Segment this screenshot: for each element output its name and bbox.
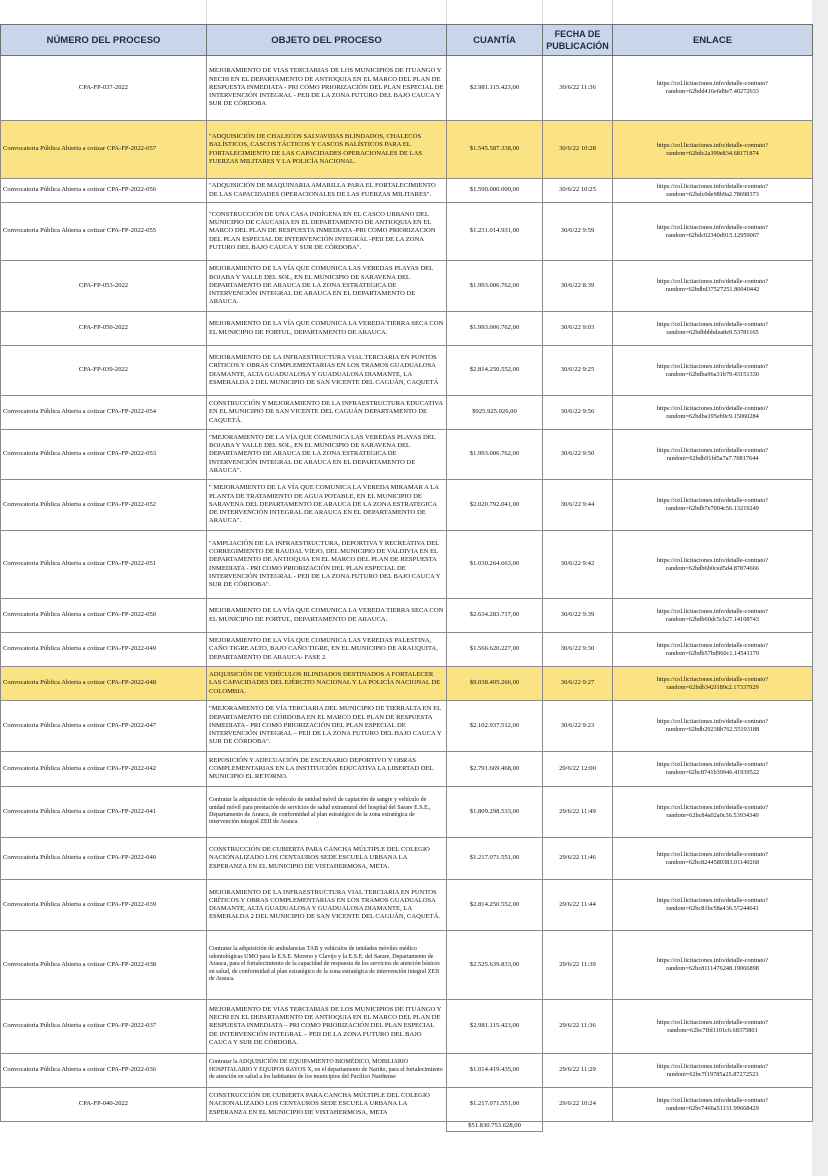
table-row xyxy=(1,787,813,838)
amount-cell: $2.814.250.552,00 xyxy=(447,346,543,396)
empty-cell xyxy=(1,1122,207,1132)
process-number-cell: Convocatoria Pública Abierta a cotizar CPA-FP-2022-051 xyxy=(1,531,207,599)
amount-cell: $2.791.669.468,00 xyxy=(447,752,543,787)
link-url-part1[interactable]: https://col.licitaciones.info/detalle-contrato? xyxy=(656,404,769,412)
link-url-part2[interactable]: random=62bc8244580383.01140268 xyxy=(665,858,760,866)
publication-date-cell: 30/6/22 9:50 xyxy=(543,430,613,480)
link-cell[interactable] xyxy=(613,346,813,396)
link-url-part1[interactable]: https://col.licitaciones.info/detalle-contrato? xyxy=(656,804,769,811)
link-cell[interactable] xyxy=(613,56,813,121)
link-cell[interactable] xyxy=(613,1088,813,1122)
process-number-cell: Convocatoria Pública Abierta a cotizar CPA-FP-2022-055 xyxy=(1,203,207,261)
amount-cell: $2.525.639.833,00 xyxy=(447,931,543,1000)
link-url-part2[interactable]: random=62bdb6b0ced5d4.87874666 xyxy=(666,564,759,572)
link-url-part1[interactable]: https://col.licitaciones.info/detalle-contrato? xyxy=(656,320,769,328)
process-number-cell: Convocatoria Pública Abierta a cotizar CPA-FP-2022-057 xyxy=(1,121,207,179)
table-row xyxy=(1,667,813,701)
link-cell[interactable] xyxy=(613,599,813,633)
process-number-cell: CPA-FP-040-2022 xyxy=(1,1088,207,1122)
table-row xyxy=(1,752,813,787)
amount-cell: $1.014.419.435,00 xyxy=(447,1054,543,1088)
link-cell[interactable] xyxy=(613,121,813,179)
process-number-cell: Convocatoria Pública Abierta a cotizar CPA-FP-2022-039 xyxy=(1,880,207,931)
link-url-part1[interactable]: https://col.licitaciones.info/detalle-contrato? xyxy=(656,897,769,904)
table-row xyxy=(1,599,813,633)
publication-date-cell: 30/6/22 9:42 xyxy=(543,531,613,599)
link-url-part2[interactable]: random=62bc81bc58a436.57244641 xyxy=(666,905,759,912)
process-number-cell: Convocatoria Pública Abierta a cotizar CPA-FP-2022-041 xyxy=(1,787,207,838)
process-object-cell: Contratar la ADQUISICIÓN DE EQUIPAMIENTO BIOMÉDICO, MOBILIARIO HOSPITALARIO Y EQUIPOS RAYOS X, en el departamento de Nariño, para el fortalecimiento de atención en salud a los habitantes de los municipios del Pacífico Nariñense xyxy=(207,1054,447,1088)
process-number-cell: Convocatoria Pública Abierta a cotizar CPA-FP-2022-049 xyxy=(1,633,207,667)
process-object-cell: MEJORAMIENTO DE LA VÍA QUE COMUNICA LA VEREDA TIERRA SECA CON EL MUNICIPIO DE FORTUL, DEPARTAMENTO DE ARAUCA. xyxy=(207,599,447,633)
amount-cell: $2.020.792.041,00 xyxy=(447,480,543,531)
link-url-part2[interactable]: random=62bdb60dc5cb27.14108743 xyxy=(666,615,759,623)
publication-date-cell: 29/6/22 11:29 xyxy=(543,1054,613,1088)
link-url-part1[interactable]: https://col.licitaciones.info/detalle-contrato? xyxy=(656,641,769,649)
link-url-part1[interactable]: https://col.licitaciones.info/detalle-contrato? xyxy=(656,362,769,370)
empty-cell xyxy=(613,1122,813,1132)
link-url-part2[interactable]: random=62bdba195eb9c9.15060284 xyxy=(666,412,759,420)
table-row xyxy=(1,56,813,121)
link-cell[interactable] xyxy=(613,203,813,261)
publication-date-cell: 29/6/22 10:24 xyxy=(543,1088,613,1122)
link-cell[interactable] xyxy=(613,261,813,312)
link-cell[interactable] xyxy=(613,480,813,531)
table-row xyxy=(1,880,813,931)
grid-line xyxy=(206,0,207,24)
link-url-part2[interactable]: random=62bdb29238b762.55193188 xyxy=(665,726,760,733)
link-cell[interactable] xyxy=(613,880,813,931)
header-numero: NÚMERO DEL PROCESO xyxy=(1,25,207,56)
process-object-cell: REPOSICIÓN Y ADECUACIÓN DE ESCENARIO DEPORTIVO Y OBRAS COMPLEMENTARIAS EN LA INSTITUCIÓN EDUCATIVA LA LIBERTAD DEL MUNICIPIO EL RETORNO. xyxy=(207,752,447,787)
process-number-cell: Convocatoria Pública Abierta a cotizar CPA-FP-2022-040 xyxy=(1,838,207,880)
link-url-part1[interactable]: https://col.licitaciones.info/detalle-contrato? xyxy=(656,497,769,504)
table-row xyxy=(1,838,813,880)
publication-date-cell: 30/6/22 9:39 xyxy=(543,599,613,633)
amount-cell: $2.814.250.552,00 xyxy=(447,880,543,931)
publication-date-cell: 29/6/22 11:44 xyxy=(543,880,613,931)
table-row xyxy=(1,633,813,667)
link-cell[interactable] xyxy=(613,633,813,667)
amount-cell: $1.231.014.931,00 xyxy=(447,203,543,261)
table-row xyxy=(1,931,813,1000)
table-row xyxy=(1,261,813,312)
publication-date-cell: 30/6/22 11:36 xyxy=(543,56,613,121)
link-url-part1[interactable]: https://col.licitaciones.info/detalle-contrato? xyxy=(656,718,769,725)
process-object-cell: MEJORAMIENTO DE LA VÍA QUE COMUNICA LAS VEREDAS PALESTINA, CAÑO TIGRE ALTO, BAJO CAÑO TIGRE, EN EL MUNICIPIO DE ARAUQUITA, DEPARTAMENTO DE ARAUCA- FASE 2. xyxy=(207,633,447,667)
link-cell[interactable] xyxy=(613,787,813,838)
link-url-part2[interactable]: random=62bdd416e6d9e7.40272633 xyxy=(666,88,759,95)
header-cuantia: CUANTÍA xyxy=(447,25,543,56)
process-object-cell: MEJORAMIENTO DE LA INFRAESTRUCTURA VIAL TERCIARIA EN PUNTOS CRÍTICOS Y OBRAS COMPLEMENTARIAS EN LOS TRAMOS GUADUALOSA DIAMANTE, ALTA GUADUALOSA Y GUADUALOSA DIAMANTE, LA ESMERALDA 2 DEL MUNICIPIO DE SAN VICENTE DEL CAGUÁN, CAQUETÁ. xyxy=(207,880,447,931)
link-url-part2[interactable]: random=62bc7ffd1101c6.68375801 xyxy=(667,1026,758,1034)
link-url-part1[interactable]: https://col.licitaciones.info/detalle-contrato? xyxy=(656,182,769,190)
process-object-cell: "MEJORAMIENTO DE LA VÍA QUE COMUNICA LAS VEREDAS PLAYAS DEL BOJABA Y VALLE DEL SOL, EN EL MUNICIPIO DE SARAVENA DEL DEPARTAMENTO DE ARAUCA DE LA ZONA ESTRATEGICA DE INTERVENCIÓN INTEGRAL DE ARAUCA EN EL DEPARTAMENTO DE ARAUCA". xyxy=(207,430,447,480)
table-row xyxy=(1,203,813,261)
amount-cell: $925.925.926,00 xyxy=(447,396,543,430)
link-cell[interactable] xyxy=(613,1054,813,1088)
publication-date-cell: 29/6/22 11:39 xyxy=(543,931,613,1000)
amount-cell: $1.590.000.000,00 xyxy=(447,179,543,203)
process-number-cell: Convocatoria Pública Abierta a cotizar CPA-FP-2022-047 xyxy=(1,701,207,752)
table-row xyxy=(1,531,813,599)
process-number-cell: CPA-FP-039-2022 xyxy=(1,346,207,396)
link-url-part2[interactable]: random=62bc8111476248.19066898 xyxy=(666,965,759,972)
process-object-cell: " MEJORAMIENTO DE LA VÍA QUE COMUNICA LA VEREDA MIRAMAR A LA PLANTA DE TRATAMIENTO DE AGUA POTABLE, EN EL MUNICIPIO DE SARAVENA DEL DEPARTAMENTO DE ARAUCA DE LA ZONA ESTRATEGICA DE INTERVENCIÓN INTEGRAL DE ARAUCA EN EL DEPARTAMENTO DE ARAUCA". xyxy=(207,480,447,531)
header-fecha: FECHA DE PUBLICACIÓN xyxy=(543,25,613,56)
process-number-cell: Convocatoria Pública Abierta a cotizar CPA-FP-2022-038 xyxy=(1,931,207,1000)
amount-cell: $1.993.006.762,00 xyxy=(447,261,543,312)
process-table xyxy=(0,24,813,1132)
table-row xyxy=(1,1054,813,1088)
link-cell[interactable] xyxy=(613,838,813,880)
amount-cell: $1.993.006.762,00 xyxy=(447,312,543,346)
link-url-part1[interactable]: https://col.licitaciones.info/detalle-contrato? xyxy=(656,556,769,564)
link-url-part2[interactable]: random=62bc7466a51131.99668429 xyxy=(666,1104,759,1112)
link-url-part2[interactable]: random=62bc8741b39946.41939522 xyxy=(665,769,760,776)
process-object-cell: CONSTRUCCIÓN DE CUBIERTA PARA CANCHA MÚLTIPLE DEL COLEGIO NACIONALIZADO LOS CENTAUROS SEDE ESCUELA URBANA LA ESPERANZA EN EL MUNICIPIO DE VISTAHERMOSA, META. xyxy=(207,838,447,880)
process-number-cell: Convocatoria Pública Abierta a cotizar CPA-FP-2022-054 xyxy=(1,396,207,430)
link-url-part1[interactable]: https://col.licitaciones.info/detalle-contrato? xyxy=(656,675,769,683)
header-objeto: OBJETO DEL PROCESO xyxy=(207,25,447,56)
amount-cell: $1.809.298.533,00 xyxy=(447,787,543,838)
header-enlace: ENLACE xyxy=(613,25,813,56)
amount-cell: $1.030.264.663,00 xyxy=(447,531,543,599)
process-object-cell: CONSTRUCCIÓN DE CUBIERTA PARA CANCHA MÚLTIPLE DEL COLEGIO NACIONALIZADO LOS CENTAUROS SEDE ESCUELA URBANA LA ESPERANZA EN EL MUNICIPIO DE VISTAHERMOSA, META xyxy=(207,1088,447,1122)
link-url-part1[interactable]: https://col.licitaciones.info/detalle-contrato? xyxy=(656,141,769,149)
amount-cell: $1.545.587.338,00 xyxy=(447,121,543,179)
grid-line xyxy=(612,0,613,24)
amount-cell: $1.217.071.551,00 xyxy=(447,838,543,880)
publication-date-cell: 30/6/22 9:23 xyxy=(543,701,613,752)
process-object-cell: "CONSTRUCCIÓN DE UNA CASA INDÍGENA EN EL CASCO URBANO DEL MUNICIPIO DE CAUCASIA EN EL DEPARTAMENTO DE ANTIOQUIA EN EL MARCO DEL PLAN DE RESPUESTA INMEDIATA -PRI COMO PRIORIZACION DEL PLAN ESPECIAL DE INTERVENCIÓN INTEGRAL -PEII DE LA ZONA FUTURO DEL BAJO CAUCA Y SUR DE CÓRDOBA". xyxy=(207,203,447,261)
empty-cell xyxy=(207,1122,447,1132)
table-row xyxy=(1,430,813,480)
process-object-cell: MEJORAMIENTO DE VIAS TERCIARIAS DE LOS MUNICIPIOS DE ITUANGO Y NECHI EN EL DEPARTAMENTO DE ANTIOQUIA EN EL MARCO DEL PLAN DE RESPUESTA INMEDIATA – PRI COMO PRIORIZACIÓN DEL PLAN ESPECIAL DE INTERVENCIÓN INTEGRAL – PEII DE LA ZONA FUTURO DEL BAJO CAUCA Y SUR DE CÓRDOBA. xyxy=(207,1000,447,1054)
link-url-part1[interactable]: https://col.licitaciones.info/detalle-contrato? xyxy=(656,1018,769,1026)
process-object-cell: "MEJORAMIENTO DE VÍA TERCIARIA DEL MUNICIPIO DE TIERRALTA EN EL DEPARTAMENTO DE CÓRDOBA EN EL MARCO DEL PLAN DE RESPUESTA INMEDIATA - PRI COMO PRIORIZACIÓN DEL PLAN ESPECIAL DE INTERVENCIÓN INTEGRAL – PEII DE LA ZONA FUTURO DEL BAJO CAUCA Y SUR DE CÓRDOBA". xyxy=(207,701,447,752)
process-number-cell: Convocatoria Pública Abierta a cotizar CPA-FP-2022-042 xyxy=(1,752,207,787)
link-cell[interactable] xyxy=(613,396,813,430)
link-url-part2[interactable]: random=62bdb7e7004c56.13219249 xyxy=(666,505,759,512)
link-cell[interactable] xyxy=(613,430,813,480)
table-row xyxy=(1,480,813,531)
link-url-part2[interactable]: random=62bdb57bd960c1.14541170 xyxy=(665,649,760,657)
publication-date-cell: 30/6/22 9:59 xyxy=(543,203,613,261)
link-url-part1[interactable]: https://col.licitaciones.info/detalle-contrato? xyxy=(656,80,769,87)
amount-cell: $2.981.115.423,00 xyxy=(447,56,543,121)
link-cell[interactable] xyxy=(613,312,813,346)
process-object-cell: MEJORAMIENTO DE LA VÍA QUE COMUNICA LAS VEREDAS PLAYAS DEL BOJABA Y VALLE DEL SOL, EN EL MUNICIPIO DE SARAVENA DEL DEPARTAMENTO DE ARAUCA DE LA ZONA ESTRATEGICA DE INTERVENCIÓN INTEGRAL DE ARAUCA EN EL DEPARTAMENTO DE ARAUCA. xyxy=(207,261,447,312)
link-url-part2[interactable]: random=62bdc2a399e834.68171874 xyxy=(666,149,759,157)
link-url-part2[interactable]: random=62bc7f19785a25.87272523 xyxy=(666,1070,759,1078)
process-number-cell: Convocatoria Pública Abierta a cotizar CPA-FP-2022-050 xyxy=(1,599,207,633)
process-number-cell: CPA-FP-050-2022 xyxy=(1,312,207,346)
link-url-part2[interactable]: random=62bdc0de98b9a2.78698373 xyxy=(666,190,759,198)
spreadsheet-top-band xyxy=(0,0,812,24)
process-object-cell: MEJORAMIENTO DE LA INFRAESTRUCTURA VIAL TERCIARIA EN PUNTOS CRÍTICOS Y OBRAS COMPLEMENTARIAS EN LOS TRAMOS GUADUALOSA DIAMANTE, ALTA GUADUALOSA Y GUADUALOSA DIAMANTE, LA ESMERALDA 2 DEL MUNICIPIO DE SAN VICENTE DEL CAGUÁN, CAQUETÁ xyxy=(207,346,447,396)
table-row xyxy=(1,701,813,752)
process-number-cell: CPA-FP-037-2022 xyxy=(1,56,207,121)
link-cell[interactable] xyxy=(613,931,813,1000)
process-number-cell: Convocatoria Pública Abierta a cotizar CPA-FP-2022-036 xyxy=(1,1054,207,1088)
publication-date-cell: 29/6/22 11:49 xyxy=(543,787,613,838)
process-object-cell: CONSTRUCCIÓN Y MEJORAMIENTO DE LA INFRAESTRUCTURA EDUCATIVA EN EL MUNICIPIO DE SAN VICENTE DEL CAGUÁN DEPARTAMENTO DE CAQUETÁ. xyxy=(207,396,447,430)
table-row xyxy=(1,1088,813,1122)
link-url-part2[interactable]: random=62bdbd37527251.80040442 xyxy=(665,286,760,293)
amount-cell: $1.217.071.551,00 xyxy=(447,1088,543,1122)
table-row xyxy=(1,312,813,346)
process-object-cell: "ADQUISICIÓN DE MAQUINARIA AMARILLA PARA EL FORTALECIMIENTO DE LAS CAPACIDADES OPERACIONALES DE LAS FUERZAS MILITARES". xyxy=(207,179,447,203)
publication-date-cell: 30/6/22 9:25 xyxy=(543,346,613,396)
process-number-cell: Convocatoria Pública Abierta a cotizar CPA-FP-2022-052 xyxy=(1,480,207,531)
process-object-cell: MEJORAMIENTO DE VIAS TERCIARIAS DE LOS MUNICIPIOS DE ITUANGO Y NECHI EN EL DEPARTAMENTO DE ANTIOQUIA EN EL MARCO DEL PLAN DE RESPUESTA INMEDIATA - PRI COMO PRIORIZACIÓN DEL PLAN ESPECIAL DE INTERVENCIÓN INTEGRAL - PEII DE LA ZONA FUTURO DEL BAJO CAUCA Y SUR DE CÓRDOBA xyxy=(207,56,447,121)
link-url-part1[interactable]: https://col.licitaciones.info/detalle-contrato? xyxy=(656,278,769,285)
publication-date-cell: 30/6/22 9:30 xyxy=(543,633,613,667)
amount-cell: $2.981.115.423,00 xyxy=(447,1000,543,1054)
publication-date-cell: 30/6/22 9:44 xyxy=(543,480,613,531)
process-number-cell: Convocatoria Pública Abierta a cotizar CPA-FP-2022-037 xyxy=(1,1000,207,1054)
link-url-part1[interactable]: https://col.licitaciones.info/detalle-contrato? xyxy=(656,1096,769,1104)
process-number-cell: Convocatoria Pública Abierta a cotizar CPA-FP-2022-056 xyxy=(1,179,207,203)
link-url-part2[interactable]: random=62bdc02340d915.12959067 xyxy=(665,231,760,239)
process-object-cell: "ADQUISICIÓN DE CHALECOS SALVAVIDAS BLINDADOS, CHALECOS BALÍSTICOS, CASCOS TÁCTICOS Y CASCOS BALÍSTICOS PARA EL FORTALECIMIENTO DE LAS CAPACIDADES OPERACIONALES DE LAS FUERZAS MILITARES Y LA POLICÍA NACIONAL. xyxy=(207,121,447,179)
publication-date-cell: 30/6/22 9:03 xyxy=(543,312,613,346)
grid-line xyxy=(542,0,543,24)
process-object-cell: Contratar la adquisición de vehículo de unidad móvil de captación de sangre y vehículo de unidad móvil para prestación de servicios de salud extramural del hospital del Sarare E.S.E., Departamento de Arauca, de conformidad al plan estratégico de la zona estratégica de intervención integral ZEII de Arauca. xyxy=(207,787,447,838)
table-row xyxy=(1,179,813,203)
empty-cell xyxy=(543,1122,613,1132)
link-url-part2[interactable]: random=62bdb342f189c2.17337929 xyxy=(666,683,759,691)
amount-cell: $9.038.405.266,00 xyxy=(447,667,543,701)
link-url-part2[interactable]: random=62bdba96a31b79.43151330 xyxy=(666,370,759,378)
publication-date-cell: 29/6/22 11:36 xyxy=(543,1000,613,1054)
process-object-cell: ADQUISICIÓN DE VEHÍCULOS BLINDADOS DESTINADOS A FORTALECER LAS CAPACIDADES DEL EJÉRCITO NACIONAL Y LA POLICÍA NACIONAL DE COLOMBIA. xyxy=(207,667,447,701)
link-url-part1[interactable]: https://col.licitaciones.info/detalle-contrato? xyxy=(656,607,769,615)
publication-date-cell: 30/6/22 8:39 xyxy=(543,261,613,312)
table-row xyxy=(1,1000,813,1054)
link-cell[interactable] xyxy=(613,1000,813,1054)
table-row xyxy=(1,396,813,430)
link-url-part1[interactable]: https://col.licitaciones.info/detalle-contrato? xyxy=(656,223,769,231)
publication-date-cell: 29/6/22 11:46 xyxy=(543,838,613,880)
table-row xyxy=(1,346,813,396)
link-url-part2[interactable]: random=62bdbbbbdea8e9.53781165 xyxy=(666,328,759,336)
process-object-cell: Contratar la adquisición de ambulancias TAB y vehículos de unidades móviles médico odontológicas UMO para la E.S.E. Moreno y Clavijo y la E.S.E. del Sarare, Departamento de Arauca, para el fortalecimiento de la capacidad de respuesta de los servicios de atención básicos en salud, de conformidad al plan estratégico de la zona estratégica de intervención integral ZEII de Arauca. xyxy=(207,931,447,1000)
process-number-cell: Convocatoria Pública Abierta a cotizar CPA-FP-2022-048 xyxy=(1,667,207,701)
link-url-part1[interactable]: https://col.licitaciones.info/detalle-contrato? xyxy=(656,446,769,454)
publication-date-cell: 30/6/22 9:56 xyxy=(543,396,613,430)
link-url-part1[interactable]: https://col.licitaciones.info/detalle-contrato? xyxy=(656,1062,769,1070)
table-row xyxy=(1,121,813,179)
link-cell[interactable] xyxy=(613,531,813,599)
link-cell[interactable] xyxy=(613,701,813,752)
process-object-cell: "AMPLIACIÓN DE LA INFRAESTRUCTURA, DEPORTIVA Y RECREATIVA DEL CORREGIMIENTO DE RAUDAL VIEJO, DEL MUNICIPIO DE VALDIVIA EN EL DEPARTAMENTO DE ANTIOQUIA EN EL MARCO DEL PLAN DE RESPUESTA INMEDIATA - PRI COMO PRIORIZACIÓN DEL PLAN ESPECIAL DE INTERVENCIÓN INTEGRAL - PEII DE LA ZONA FUTURO DEL BAJO CAUCA Y SUR DE CÓRDOBA". xyxy=(207,531,447,599)
link-cell[interactable] xyxy=(613,752,813,787)
publication-date-cell: 30/6/22 9:27 xyxy=(543,667,613,701)
amount-cell: $1.566.620.227,00 xyxy=(447,633,543,667)
publication-date-cell: 30/6/22 10:25 xyxy=(543,179,613,203)
link-cell[interactable] xyxy=(613,667,813,701)
amount-cell: $2.102.937.512,00 xyxy=(447,701,543,752)
total-amount-cell: $51.830.753.628,00 xyxy=(447,1122,543,1132)
link-url-part2[interactable]: random=62bc84a02a0c36.53934340 xyxy=(666,812,759,819)
link-url-part1[interactable]: https://col.licitaciones.info/detalle-contrato? xyxy=(656,761,769,768)
table-body xyxy=(1,56,813,1132)
link-url-part1[interactable]: https://col.licitaciones.info/detalle-contrato? xyxy=(656,850,769,858)
link-cell[interactable] xyxy=(613,179,813,203)
process-number-cell: CPA-FP-053-2022 xyxy=(1,261,207,312)
link-url-part2[interactable]: random=62bdb91fd5a7a7.70817644 xyxy=(666,454,759,462)
publication-date-cell: 30/6/22 10:28 xyxy=(543,121,613,179)
total-row xyxy=(1,1122,813,1132)
process-object-cell: MEJORAMIENTO DE LA VÍA QUE COMUNICA LA VEREDA TIERRA SECA CON EL MUNICIPIO DE FORTUL, DEPARTAMENTO DE ARAUCA. xyxy=(207,312,447,346)
table-header-row xyxy=(1,25,813,56)
amount-cell: $1.993.006.762,00 xyxy=(447,430,543,480)
link-url-part1[interactable]: https://col.licitaciones.info/detalle-contrato? xyxy=(656,957,769,964)
process-number-cell: Convocatoria Pública Abierta a cotizar CPA-FP-2022-053 xyxy=(1,430,207,480)
publication-date-cell: 29/6/22 12:00 xyxy=(543,752,613,787)
grid-line xyxy=(446,0,447,24)
amount-cell: $2.634.283.717,00 xyxy=(447,599,543,633)
